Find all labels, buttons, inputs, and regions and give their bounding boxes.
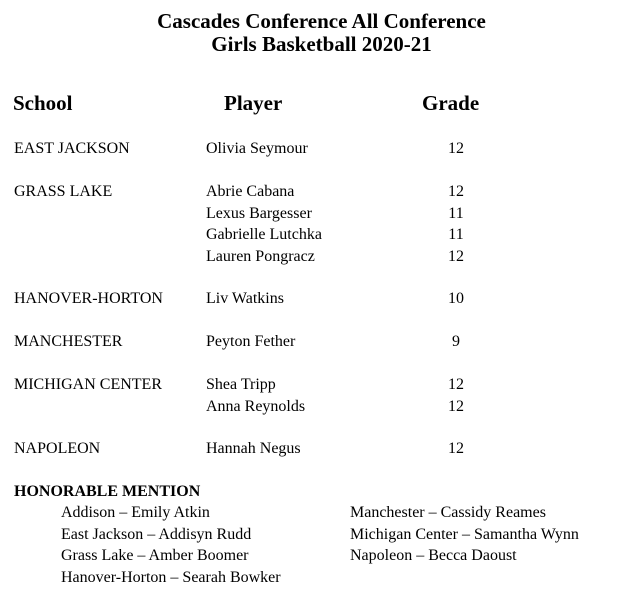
honorable-mention-heading: HONORABLE MENTION (14, 483, 201, 500)
player-row (206, 181, 506, 203)
honorable-mention-item: Michigan Center – Samantha Wynn (350, 525, 579, 543)
honorable-mention-column-2 (350, 502, 579, 567)
column-header-player: Player (224, 91, 283, 115)
player-name: Olivia Seymour (206, 140, 308, 157)
honorable-mention-column-1 (61, 502, 281, 588)
player-grade: 12 (448, 376, 464, 393)
player-name: Liv Watkins (206, 290, 284, 307)
honorable-mention-item: Manchester – Cassidy Reames (350, 504, 546, 521)
player-name: Lexus Bargesser (206, 204, 312, 222)
player-name: Peyton Fether (206, 333, 296, 350)
player-row (206, 224, 506, 246)
school-name: EAST JACKSON (14, 140, 130, 157)
honorable-mention-item: Hanover-Horton – Searah Bowker (61, 568, 281, 586)
player-row (206, 203, 506, 225)
honorable-mention-item: East Jackson – Addisyn Rudd (61, 525, 252, 543)
player-row (206, 374, 506, 396)
player-name: Lauren Pongracz (206, 247, 315, 265)
player-row (206, 331, 506, 353)
player-row (206, 396, 506, 418)
player-list (206, 438, 506, 460)
title-line-1: Cascades Conference All Conference (157, 9, 486, 33)
player-grade: 12 (448, 440, 464, 457)
player-name: Anna Reynolds (206, 397, 306, 415)
player-grade: 10 (448, 290, 464, 307)
player-list (206, 331, 506, 353)
column-header-grade: Grade (422, 91, 480, 115)
player-grade: 9 (452, 333, 460, 350)
school-name: NAPOLEON (14, 440, 101, 457)
player-list (206, 181, 506, 267)
honorable-mention-item: Grass Lake – Amber Boomer (61, 547, 249, 564)
player-name: Abrie Cabana (206, 183, 295, 200)
title-line-2: Girls Basketball 2020-21 (211, 32, 432, 56)
player-grade: 12 (448, 397, 464, 415)
player-grade: 11 (448, 204, 464, 222)
player-grade: 12 (448, 247, 464, 265)
player-row (206, 288, 506, 310)
player-list (206, 374, 506, 417)
player-row (206, 138, 506, 160)
school-name: MANCHESTER (14, 333, 123, 350)
player-name: Hannah Negus (206, 440, 301, 457)
player-grade: 12 (448, 140, 464, 157)
player-list (206, 288, 506, 310)
honorable-mention-item: Napoleon – Becca Daoust (350, 547, 517, 564)
player-name: Gabrielle Lutchka (206, 226, 322, 243)
column-header-school: School (13, 91, 73, 115)
player-row (206, 246, 506, 268)
school-name: MICHIGAN CENTER (14, 376, 162, 393)
school-name: GRASS LAKE (14, 183, 113, 200)
player-grade: 12 (448, 183, 464, 200)
honorable-mention-item: Addison – Emily Atkin (61, 504, 210, 521)
school-name: HANOVER-HORTON (14, 290, 163, 307)
player-row (206, 438, 506, 460)
player-list (206, 138, 506, 160)
player-name: Shea Tripp (206, 376, 276, 393)
player-grade: 11 (448, 226, 464, 243)
